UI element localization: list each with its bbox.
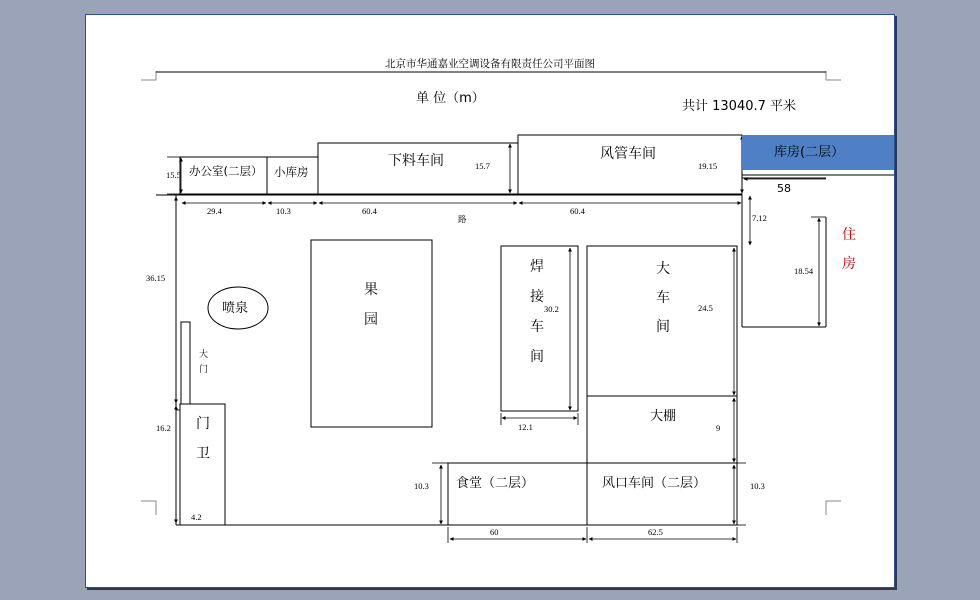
plan-title: 北京市华通嘉业空调设备有限责任公司平面图 [385,58,595,70]
label-vent-shop: 风口车间（二层） [602,476,707,491]
document-page [85,14,895,588]
label-shed: 大棚 [650,409,677,424]
label-residence-2: 房 [842,256,856,272]
label-duct-shop: 风管车间 [600,146,656,162]
dim-29-4: 29.4 [207,206,222,216]
label-big-1: 大 [656,261,670,277]
label-small-storage: 小库房 [274,165,309,179]
label-orchard-2: 园 [364,312,378,328]
canteen [448,463,587,525]
label-gate-2: 门 [199,365,209,375]
dim-24-5: 24.5 [698,303,713,313]
label-weld-1: 焊 [530,259,544,275]
label-office: 办公室(二层） [189,164,263,178]
label-cutting-shop: 下料车间 [388,153,444,169]
label-residence-1: 住 [842,227,856,243]
dim-9: 9 [716,423,721,433]
label-weld-3: 车 [530,319,544,335]
dim-10-3a: 10.3 [276,206,291,216]
label-weld-2: 接 [530,289,544,305]
dim-19-15: 19.15 [698,161,718,171]
orchard [311,240,432,427]
label-orchard-1: 果 [364,282,378,298]
main-gate [181,322,190,404]
dim-18-54: 18.54 [794,266,814,276]
label-warehouse: 库房(二层） [774,145,845,160]
label-guard-1: 门 [196,416,210,432]
shed [587,396,737,463]
dim-15-5: 15.5 [166,170,181,180]
dim-58: 58 [777,182,791,195]
label-guard-2: 卫 [196,446,210,462]
dim-36-15: 36.15 [146,273,166,283]
floor-plan-diagram [86,15,894,587]
dim-60-4b: 60.4 [570,206,585,216]
label-weld-4: 间 [530,349,544,365]
label-fountain: 喷泉 [222,301,249,316]
unit-label: 单 位（m） [416,91,485,106]
label-gate-1: 大 [199,350,209,360]
label-big-3: 间 [656,319,670,335]
dim-16-2: 16.2 [156,423,171,433]
dim-60-4a: 60.4 [362,206,377,216]
label-road: 路 [458,215,467,225]
dim-15-7: 15.7 [475,161,490,171]
dim-12-1: 12.1 [518,422,533,432]
dim-7-12: 7.12 [752,213,767,223]
dim-30-2: 30.2 [544,304,559,314]
dim-10-3c: 10.3 [750,481,765,491]
dim-62-5: 62.5 [648,527,663,537]
label-big-2: 车 [656,290,670,306]
label-canteen: 食堂（二层） [456,476,535,491]
vent-shop [587,463,737,525]
dim-10-3b: 10.3 [414,481,429,491]
dim-4-2: 4.2 [191,512,202,522]
dim-60: 60 [490,527,499,537]
total-area: 共计 13040.7 平米 [682,99,797,114]
